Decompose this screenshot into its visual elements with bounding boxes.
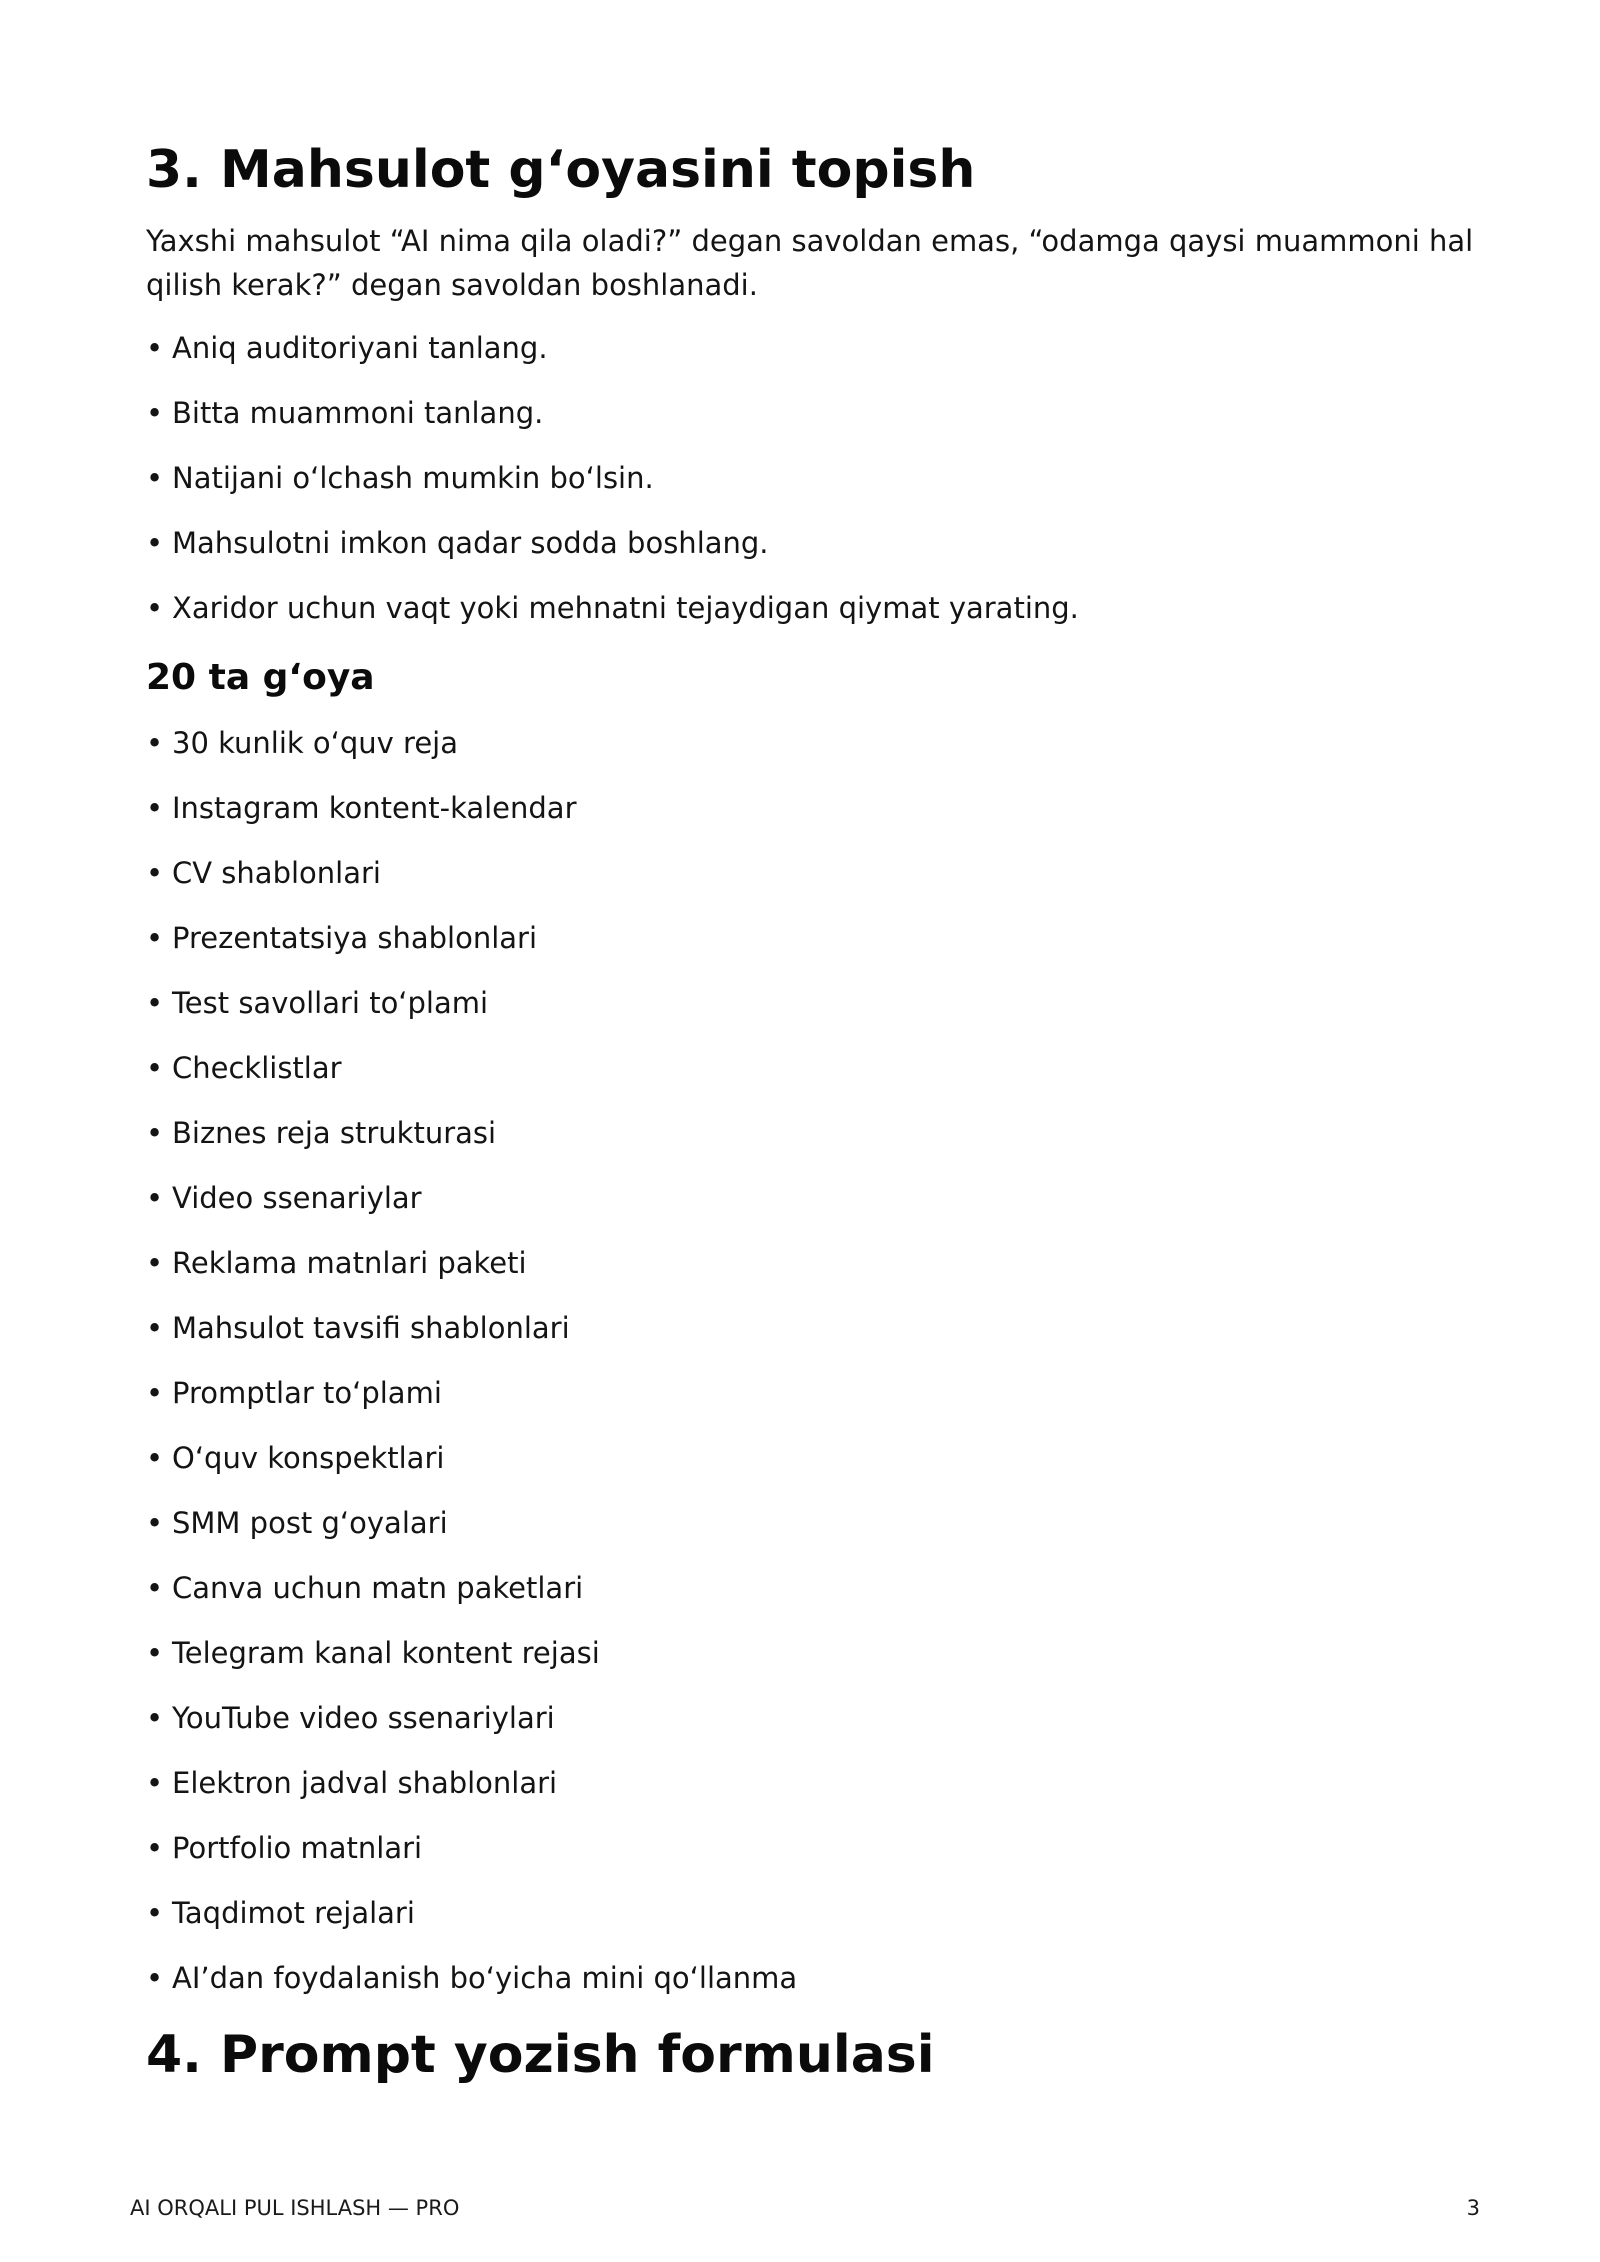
idea-text: 30 kunlik o‘quv reja bbox=[172, 726, 458, 760]
bullet-marker: • bbox=[146, 1441, 164, 1475]
idea-text: Instagram kontent-kalendar bbox=[172, 791, 577, 825]
idea-text: CV shablonlari bbox=[172, 856, 381, 890]
idea-item bbox=[146, 1438, 797, 1503]
section-3-heading: 3. Mahsulot g‘oyasini topish bbox=[146, 140, 976, 200]
tip-text: Bitta muammoni tanlang. bbox=[172, 396, 544, 430]
bullet-marker: • bbox=[146, 1116, 164, 1150]
idea-text: Elektron jadval shablonlari bbox=[172, 1766, 558, 1800]
idea-item bbox=[146, 918, 797, 983]
idea-item bbox=[146, 1958, 797, 2023]
idea-item bbox=[146, 788, 797, 853]
idea-item bbox=[146, 1113, 797, 1178]
bullet-marker: • bbox=[146, 1246, 164, 1280]
idea-item bbox=[146, 723, 797, 788]
bullet-marker: • bbox=[146, 1896, 164, 1930]
idea-item bbox=[146, 1503, 797, 1568]
idea-text: Checklistlar bbox=[172, 1051, 342, 1085]
idea-text: SMM post g‘oyalari bbox=[172, 1506, 448, 1540]
idea-item bbox=[146, 983, 797, 1048]
bullet-marker: • bbox=[146, 986, 164, 1020]
idea-item bbox=[146, 1633, 797, 1698]
idea-text: Taqdimot rejalari bbox=[172, 1896, 415, 1930]
idea-text: Prezentatsiya shablonlari bbox=[172, 921, 538, 955]
idea-text: Canva uchun matn paketlari bbox=[172, 1571, 584, 1605]
page-number: 3 bbox=[1466, 2196, 1480, 2220]
bullet-marker: • bbox=[146, 1571, 164, 1605]
tip-item bbox=[146, 458, 1079, 523]
tip-item bbox=[146, 393, 1079, 458]
idea-item bbox=[146, 1308, 797, 1373]
idea-text: Reklama matnlari paketi bbox=[172, 1246, 527, 1280]
idea-text: O‘quv konspektlari bbox=[172, 1441, 445, 1475]
idea-item bbox=[146, 1698, 797, 1763]
bullet-marker: • bbox=[146, 331, 164, 365]
idea-text: YouTube video ssenariylari bbox=[172, 1701, 555, 1735]
bullet-marker: • bbox=[146, 1181, 164, 1215]
idea-item bbox=[146, 1828, 797, 1893]
footer-document-title: AI ORQALI PUL ISHLASH — PRO bbox=[130, 2196, 460, 2220]
idea-text: Promptlar to‘plami bbox=[172, 1376, 442, 1410]
bullet-marker: • bbox=[146, 1766, 164, 1800]
tip-text: Aniq auditoriyani tanlang. bbox=[172, 331, 548, 365]
idea-text: Telegram kanal kontent rejasi bbox=[172, 1636, 600, 1670]
tip-item bbox=[146, 523, 1079, 588]
tips-list bbox=[146, 328, 1079, 653]
idea-item bbox=[146, 1048, 797, 1113]
idea-item bbox=[146, 1763, 797, 1828]
bullet-marker: • bbox=[146, 1311, 164, 1345]
bullet-marker: • bbox=[146, 1051, 164, 1085]
bullet-marker: • bbox=[146, 461, 164, 495]
tip-text: Xaridor uchun vaqt yoki mehnatni tejaydigan qiymat yarating. bbox=[172, 591, 1079, 625]
bullet-marker: • bbox=[146, 1961, 164, 1995]
idea-text: Portfolio matnlari bbox=[172, 1831, 423, 1865]
bullet-marker: • bbox=[146, 856, 164, 890]
bullet-marker: • bbox=[146, 526, 164, 560]
bullet-marker: • bbox=[146, 921, 164, 955]
bullet-marker: • bbox=[146, 1636, 164, 1670]
idea-item bbox=[146, 1178, 797, 1243]
idea-text: Video ssenariylar bbox=[172, 1181, 422, 1215]
idea-text: AI’dan foydalanish bo‘yicha mini qo‘llanma bbox=[172, 1961, 798, 1995]
bullet-marker: • bbox=[146, 1831, 164, 1865]
bullet-marker: • bbox=[146, 726, 164, 760]
idea-text: Test savollari to‘plami bbox=[172, 986, 489, 1020]
tip-text: Mahsulotni imkon qadar sodda boshlang. bbox=[172, 526, 769, 560]
bullet-marker: • bbox=[146, 1701, 164, 1735]
idea-item bbox=[146, 1568, 797, 1633]
idea-item bbox=[146, 1373, 797, 1438]
idea-text: Biznes reja strukturasi bbox=[172, 1116, 497, 1150]
idea-item bbox=[146, 1893, 797, 1958]
section-3-intro-paragraph: Yaxshi mahsulot “AI nima qila oladi?” degan savoldan emas, “odamga qaysi muammoni hal qilish kerak?” degan savoldan boshlanadi. bbox=[146, 224, 1474, 302]
idea-text: Mahsulot tavsifi shablonlari bbox=[172, 1311, 570, 1345]
bullet-marker: • bbox=[146, 591, 164, 625]
tip-text: Natijani o‘lchash mumkin bo‘lsin. bbox=[172, 461, 654, 495]
tip-item bbox=[146, 328, 1079, 393]
idea-item bbox=[146, 853, 797, 918]
section-4-heading: 4. Prompt yozish formulasi bbox=[146, 2025, 935, 2085]
bullet-marker: • bbox=[146, 396, 164, 430]
idea-item bbox=[146, 1243, 797, 1308]
ideas-list bbox=[146, 723, 797, 2023]
bullet-marker: • bbox=[146, 791, 164, 825]
ideas-subheading: 20 ta g‘oya bbox=[146, 657, 375, 698]
tip-item bbox=[146, 588, 1079, 653]
bullet-marker: • bbox=[146, 1376, 164, 1410]
bullet-marker: • bbox=[146, 1506, 164, 1540]
